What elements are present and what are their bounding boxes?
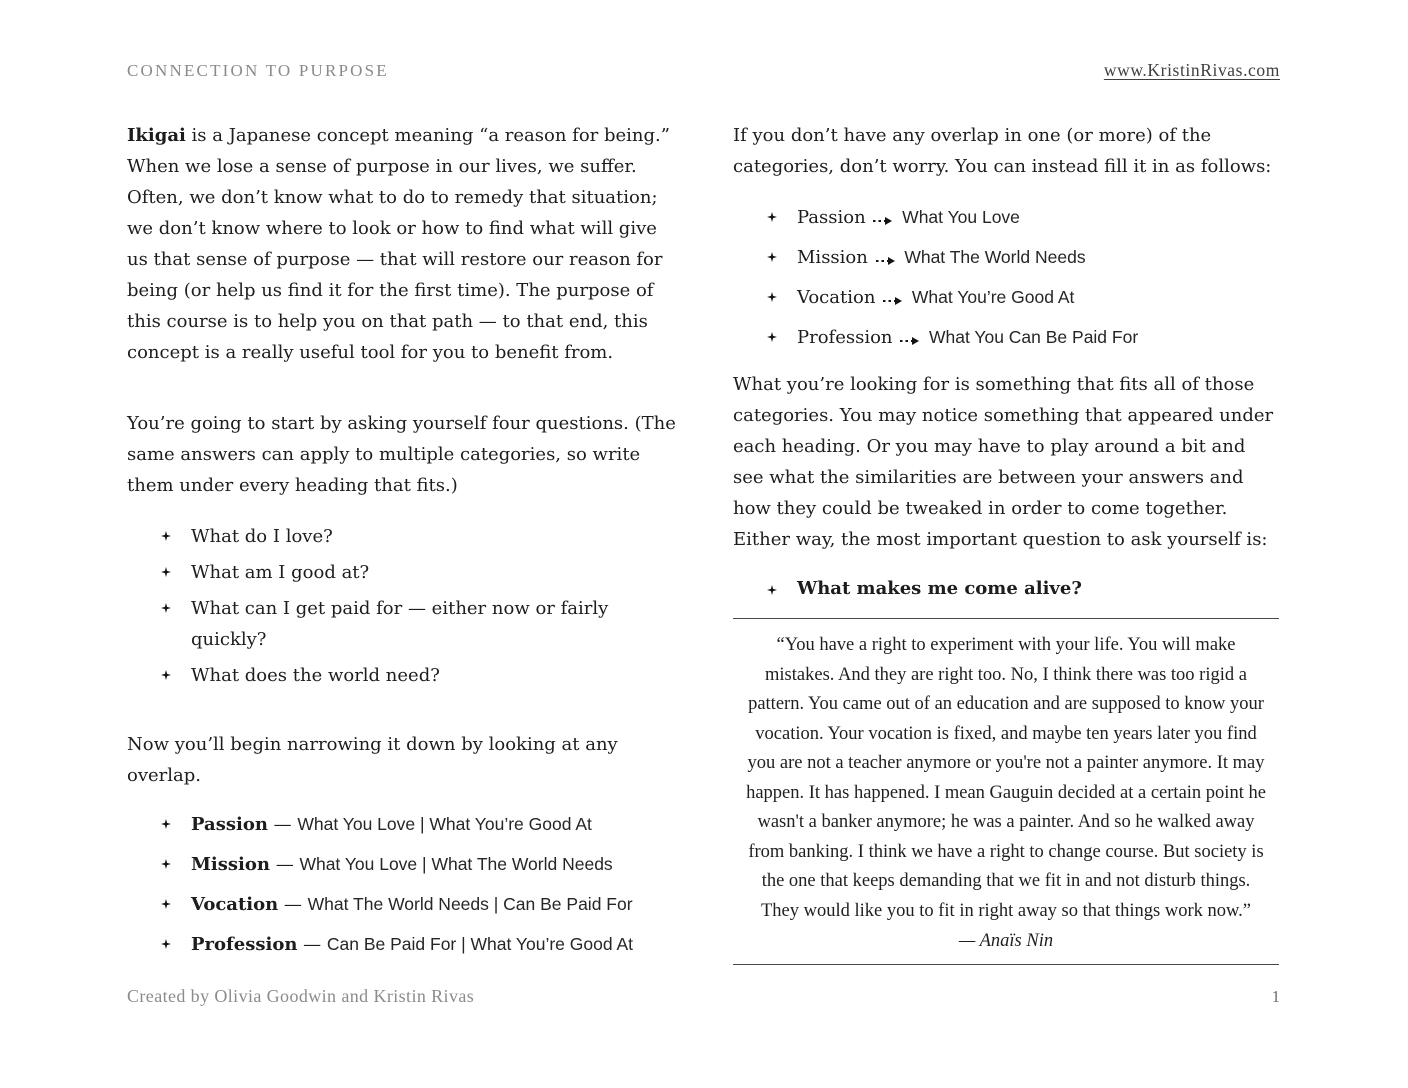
bullet-star-icon bbox=[767, 332, 777, 342]
page-header bbox=[127, 60, 1280, 81]
dashed-arrow-icon bbox=[900, 337, 919, 345]
list-item bbox=[767, 202, 1279, 233]
bullet-star-icon bbox=[161, 939, 171, 949]
bullet-star-icon bbox=[161, 819, 171, 829]
fill-item bbox=[797, 202, 1279, 233]
bullet-star-icon bbox=[767, 212, 777, 222]
quote-attribution: — Anaïs Nin bbox=[958, 931, 1054, 951]
left-column bbox=[127, 120, 683, 969]
fill-term: Mission bbox=[797, 247, 868, 268]
question-text: What am I good at? bbox=[191, 562, 370, 583]
bullet-star-icon bbox=[161, 859, 171, 869]
four-questions-paragraph: You’re going to start by asking yourself four questions. (The same answers can apply to multiple categories, so write them under every heading that fits.) bbox=[127, 413, 676, 496]
fill-item bbox=[797, 282, 1279, 313]
dashed-arrow-icon bbox=[883, 297, 902, 305]
overlap-term: Passion bbox=[191, 814, 268, 835]
key-question-list bbox=[733, 573, 1279, 604]
questions-list bbox=[127, 521, 683, 691]
list-item bbox=[161, 889, 683, 920]
question-text: What can I get paid for — either now or fairly quickly? bbox=[191, 598, 609, 650]
website-link[interactable]: www.KristinRivas.com bbox=[1103, 60, 1280, 80]
key-question-text: What makes me come alive? bbox=[797, 578, 1082, 599]
credit-text: Created by Olivia Goodwin and Kristin Rivas bbox=[127, 986, 475, 1006]
fill-term: Vocation bbox=[797, 287, 876, 308]
quote-block bbox=[733, 618, 1279, 965]
list-item bbox=[161, 660, 683, 691]
fill-desc: What The World Needs bbox=[904, 247, 1086, 267]
intro-paragraph bbox=[127, 120, 683, 368]
overlap-list bbox=[127, 809, 683, 960]
bullet-star-icon bbox=[161, 899, 171, 909]
list-item bbox=[161, 593, 683, 655]
overlap-term: Mission bbox=[191, 854, 270, 875]
em-dash: — bbox=[273, 814, 292, 835]
fill-item bbox=[797, 242, 1279, 273]
list-item bbox=[767, 322, 1279, 353]
fill-desc: What You Can Be Paid For bbox=[929, 327, 1139, 347]
fits-all-paragraph: What you’re looking for is something that fits all of those categories. You may notice something that appeared under each heading. Or you may have to play around a bit and see what the similarities are between your answers and how they could be tweaked in order to come together. Either way, the most important question to ask yourself is: bbox=[733, 374, 1274, 550]
narrowing-paragraph: Now you’ll begin narrowing it down by looking at any overlap. bbox=[127, 734, 618, 786]
list-item bbox=[767, 573, 1279, 604]
fill-term: Profession bbox=[797, 327, 893, 348]
list-item bbox=[161, 809, 683, 840]
right-column bbox=[733, 120, 1279, 965]
list-item bbox=[161, 521, 683, 552]
list-item bbox=[767, 282, 1279, 313]
bullet-star-icon bbox=[767, 292, 777, 302]
em-dash: — bbox=[283, 894, 302, 915]
fill-item bbox=[797, 322, 1279, 353]
intro-paragraph-text: is a Japanese concept meaning “a reason for being.” When we lose a sense of purpose in our lives, we suffer. Often, we don’t know what to do to remedy that situation; we don’t know where to look or how to find what will give us that sense of purpose — that will restore our reason for being (or help us find it for the first time). The purpose of this course is to help you on that path — to that end, this concept is a really useful tool for you to benefit from. bbox=[127, 125, 670, 363]
bullet-star-icon bbox=[767, 252, 777, 262]
no-overlap-paragraph: If you don’t have any overlap in one (or more) of the categories, don’t worry. You can instead fill it in as follows: bbox=[733, 125, 1272, 177]
dashed-arrow-icon bbox=[876, 257, 895, 265]
bullet-star-icon bbox=[161, 531, 171, 541]
overlap-item bbox=[191, 849, 683, 880]
bullet-star-icon bbox=[161, 603, 171, 613]
em-dash: — bbox=[275, 854, 294, 875]
bullet-star-icon bbox=[161, 670, 171, 680]
em-dash: — bbox=[303, 934, 322, 955]
list-item bbox=[767, 242, 1279, 273]
overlap-desc: What The World Needs | Can Be Paid For bbox=[307, 894, 633, 914]
list-item bbox=[161, 849, 683, 880]
ikigai-term: Ikigai bbox=[127, 125, 186, 146]
bullet-star-icon bbox=[161, 567, 171, 577]
quote-text: “You have a right to experiment with your life. You will make mistakes. And they are right too. No, I think there was too rigid a pattern. You came out of an education and are supposed to know your vocation. Your vocation is fixed, and maybe ten years later you find you are not a teacher anymore or you're not a painter anymore. It may happen. It has happened. I mean Gauguin decided at a certain point he wasn't a banker anymore; he was a painter. And so he walked away from banking. I think we have a right to change course. But society is the one that keeps demanding that we fit in and not disturb things. They would like you to fit in right away so that things work now.” bbox=[746, 635, 1266, 921]
overlap-desc: What You Love | What The World Needs bbox=[299, 854, 613, 874]
fill-desc: What You Love bbox=[902, 207, 1020, 227]
dashed-arrow-icon bbox=[873, 217, 892, 225]
list-item bbox=[161, 929, 683, 960]
question-text: What do I love? bbox=[191, 526, 333, 547]
fill-in-list bbox=[733, 202, 1279, 353]
document-title: CONNECTION TO PURPOSE bbox=[127, 61, 389, 80]
page-number: 1 bbox=[1271, 987, 1280, 1006]
overlap-item bbox=[191, 809, 683, 840]
overlap-desc: What You Love | What You’re Good At bbox=[297, 814, 592, 834]
list-item bbox=[161, 557, 683, 588]
fill-desc: What You’re Good At bbox=[911, 287, 1075, 307]
overlap-term: Vocation bbox=[191, 894, 279, 915]
fill-term: Passion bbox=[797, 207, 866, 228]
question-text: What does the world need? bbox=[191, 665, 440, 686]
overlap-item bbox=[191, 889, 683, 920]
page-footer bbox=[127, 986, 1280, 1007]
overlap-item bbox=[191, 929, 683, 960]
overlap-term: Profession bbox=[191, 934, 298, 955]
bullet-star-icon bbox=[767, 585, 777, 595]
overlap-desc: Can Be Paid For | What You’re Good At bbox=[326, 934, 634, 954]
